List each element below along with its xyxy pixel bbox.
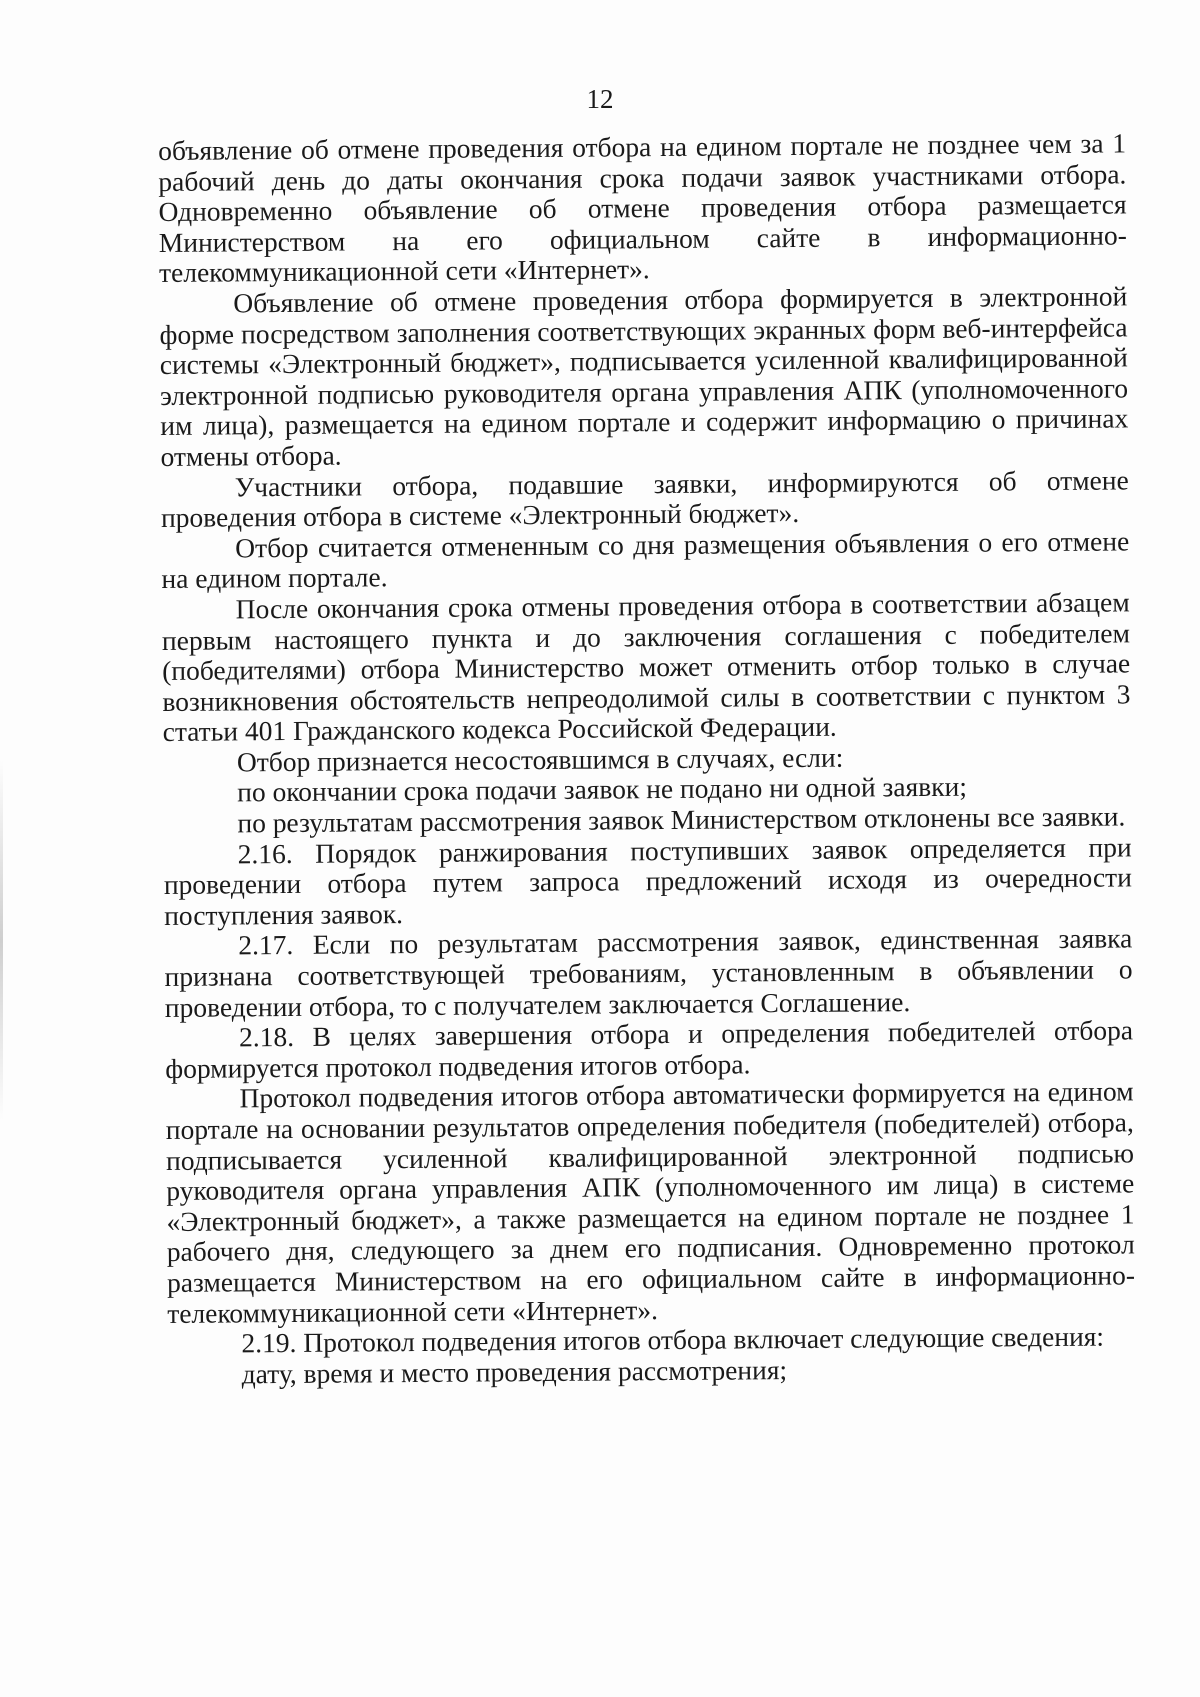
paragraph: Объявление об отмене проведения отбора формируется в электронной форме посредством заполнения соответствующих экранных форм веб-интерфейса системы «Электронный бюджет», подписывается усиленной квалифицированной электронной подписью руководителя органа управления АПК (уполномоченного им лица), размещается на едином портале и содержит информацию о причинах отмены отбора. (159, 280, 1129, 472)
paragraph: объявление об отмене проведения отбора на едином портале не позднее чем за 1 рабочий день до даты окончания срока подачи заявок участниками отбора. Одновременно объявление об отмене проведения отбора размещается Министерством на его официальном сайте в информационно-телекоммуникационной сети «Интернет». (157, 127, 1127, 289)
paragraph: по результатам рассмотрения заявок Министерством отклонены все заявки. (237, 800, 1126, 839)
paragraph-section-2-18: 2.18. В целях завершения отбора и определения победителей отбора формируется протокол подведения итогов отбора. (165, 1014, 1134, 1084)
paragraph: Отбор признается несостоявшимся в случаях, если: (236, 741, 844, 778)
paragraph-section-2-16: 2.16. Порядок ранжирования поступивших заявок определяется при проведении отбора путем запроса предложений исходя из очередности поступления заявок. (163, 831, 1132, 931)
document-body (158, 128, 1136, 1390)
page-number: 12 (586, 84, 614, 114)
paragraph: После окончания срока отмены проведения отбора в соответствии абзацем первым настоящего пункта и до заключения соглашения с победителем (победителями) отбора Министерство может отменить отбор только в случае возникновения обстоятельств непреодолимой силы в соответствии с пунктом 3 статьи 401 Гражданского кодекса Российской Федерации. (161, 586, 1131, 748)
paragraph: по окончании срока подачи заявок не подано ни одной заявки; (237, 771, 968, 808)
paragraph-section-2-19: 2.19. Протокол подведения итогов отбора включает следующие сведения: (241, 1320, 1105, 1359)
paragraph: Отбор считается отмененным со дня размещения объявления о его отмене на едином портале. (161, 525, 1130, 595)
paragraph-section-2-17: 2.17. Если по результатам рассмотрения заявок, единственная заявка признана соответствующей требованиям, установленным в объявлении о проведении отбора, то с получателем заключается Соглашение. (164, 922, 1133, 1023)
paragraph: Протокол подведения итогов отбора автоматически формируется на едином портале на основании результатов определения победителя (победителей) отбора, подписывается усиленной квалифицированной электронной подписью руководителя органа управления АПК (уполномоченного им лица) в системе «Электронный бюджет», а также размещается на едином портале не позднее 1 рабочего дня, следующего за днем его подписания. Одновременно протокол размещается Министерством на его официальном сайте в информационно-телекоммуникационной сети «Интернет». (165, 1075, 1136, 1329)
paragraph: Участники отбора, подавшие заявки, информируются об отмене проведения отбора в системе «Электронный бюджет». (160, 463, 1129, 534)
scan-edge-shadow (0, 760, 3, 1120)
paragraph: дату, время и место проведения рассмотрения; (241, 1353, 788, 1390)
